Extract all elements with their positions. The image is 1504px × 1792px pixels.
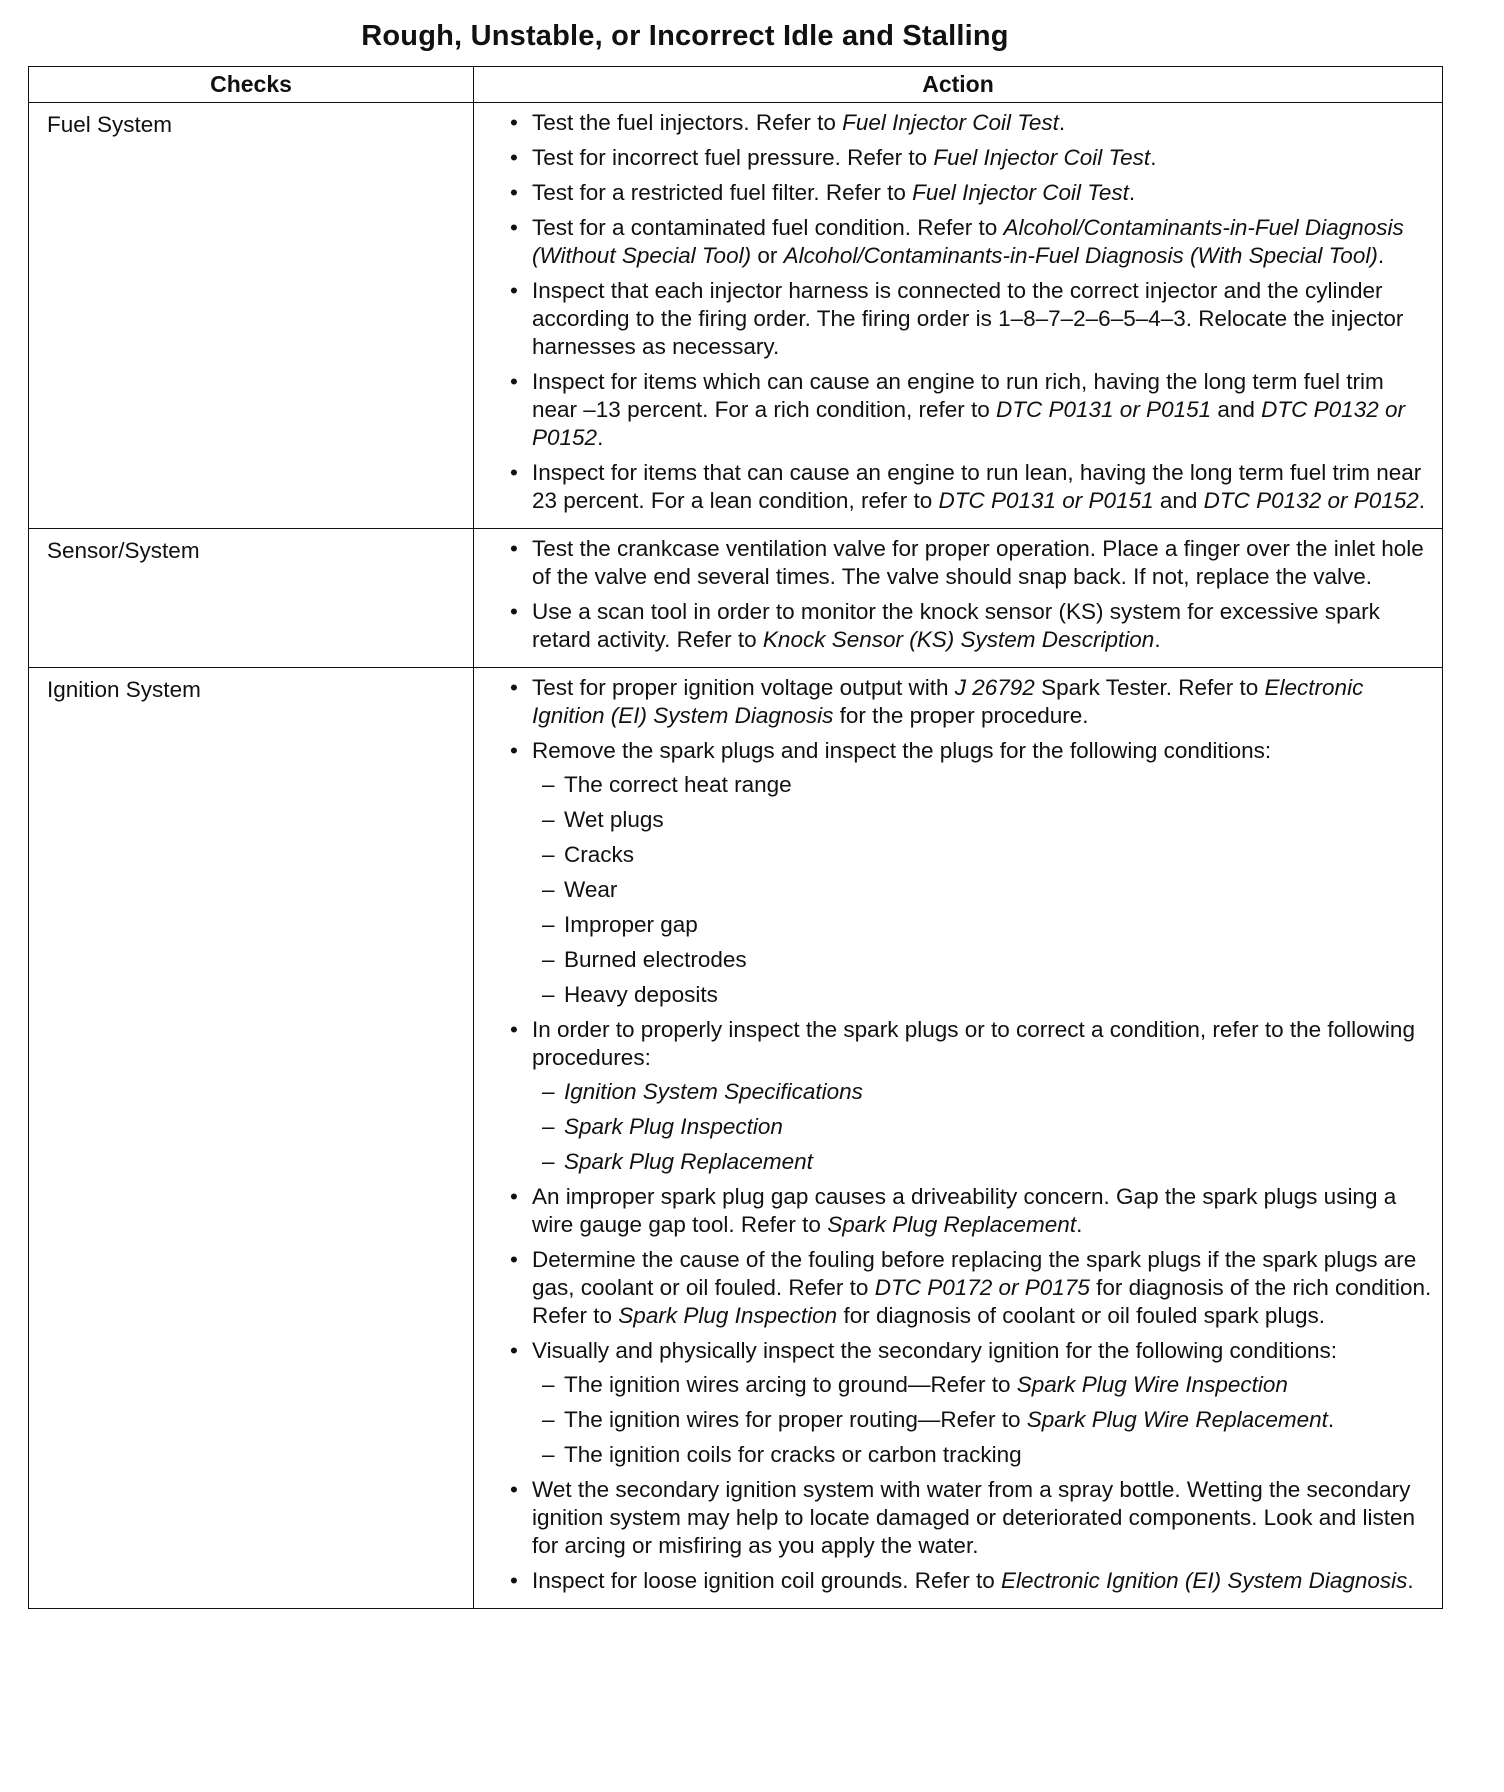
action-cell — [474, 668, 1443, 1609]
action-item: • Test the crankcase ventilation valve for proper operation. Place a finger over the inlet hole of the valve end several times. The valve should snap back. If not, replace the valve. — [510, 535, 1434, 591]
sub-item: – Improper gap — [532, 911, 1434, 939]
action-item: • Inspect for items that can cause an engine to run lean, having the long term fuel trim near 23 percent. For a lean condition, refer to DTC P0131 or P0151 and DTC P0132 or P0152. — [510, 459, 1434, 515]
page-title: Rough, Unstable, or Incorrect Idle and Stalling — [361, 20, 1009, 52]
table-row-ignition-system — [29, 668, 1443, 1609]
header-checks: Checks — [29, 67, 474, 103]
action-item: • Inspect for items which can cause an engine to run rich, having the long term fuel trim near –13 percent. For a rich condition, refer to DTC P0131 or P0151 and DTC P0132 or P0152. — [510, 368, 1434, 452]
action-item: • Wet the secondary ignition system with water from a spray bottle. Wetting the secondary ignition system may help to locate damaged or deteriorated components. Look and listen for arcing or misfiring as you apply the water. — [510, 1476, 1434, 1560]
diagnosis-table — [28, 66, 1443, 1609]
action-item: • In order to properly inspect the spark plugs or to correct a condition, refer to the following procedures: – Ignition System Specifications – Spark Plug Inspection – Spark Plug Replacement — [510, 1016, 1434, 1176]
sub-item: – The ignition wires for proper routing—Refer to Spark Plug Wire Replacement. — [532, 1406, 1434, 1434]
sub-item: – Ignition System Specifications — [532, 1078, 1434, 1106]
sub-item: – Wet plugs — [532, 806, 1434, 834]
action-item: • Inspect for loose ignition coil grounds. Refer to Electronic Ignition (EI) System Diagnosis. — [510, 1567, 1434, 1595]
check-cell: Ignition System — [29, 668, 474, 1609]
sub-item: – Spark Plug Inspection — [532, 1113, 1434, 1141]
action-item: • Inspect that each injector harness is connected to the correct injector and the cylinder according to the firing order. The firing order is 1–8–7–2–6–5–4–3. Relocate the injector harnesses as necessary. — [510, 277, 1434, 361]
action-item: • Determine the cause of the fouling before replacing the spark plugs if the spark plugs are gas, coolant or oil fouled. Refer to DTC P0172 or P0175 for diagnosis of the rich condition. Refer to Spark Plug Inspection for diagnosis of coolant or oil fouled spark plugs. — [510, 1246, 1434, 1330]
action-cell — [474, 529, 1443, 668]
action-item: • Test for a restricted fuel filter. Refer to Fuel Injector Coil Test. — [510, 179, 1434, 207]
action-item: • Visually and physically inspect the secondary ignition for the following conditions: – The ignition wires arcing to ground—Refer to Spark Plug Wire Inspection – The ignition wires for proper routing—Refer to Spark Plug Wire Replacement. – The ignition coils for cracks or carbon tracking — [510, 1337, 1434, 1469]
sub-list — [532, 1371, 1434, 1469]
action-list — [510, 674, 1434, 1595]
sub-item: – Cracks — [532, 841, 1434, 869]
action-item: • Remove the spark plugs and inspect the plugs for the following conditions: – The correct heat range – Wet plugs – Cracks – Wear – Improper gap – Burned electrodes – Heavy deposits — [510, 737, 1434, 1009]
action-item: • Use a scan tool in order to monitor the knock sensor (KS) system for excessive spark retard activity. Refer to Knock Sensor (KS) System Description. — [510, 598, 1434, 654]
action-list — [510, 535, 1434, 654]
action-item: • Test for incorrect fuel pressure. Refer to Fuel Injector Coil Test. — [510, 144, 1434, 172]
table-row-fuel-system — [29, 103, 1443, 529]
sub-item: – The correct heat range — [532, 771, 1434, 799]
check-cell: Fuel System — [29, 103, 474, 529]
action-item: • An improper spark plug gap causes a driveability concern. Gap the spark plugs using a wire gauge gap tool. Refer to Spark Plug Replacement. — [510, 1183, 1434, 1239]
sub-item: – Spark Plug Replacement — [532, 1148, 1434, 1176]
sub-item: – The ignition coils for cracks or carbon tracking — [532, 1441, 1434, 1469]
header-action: Action — [474, 67, 1443, 103]
table-header-row — [29, 67, 1443, 103]
sub-item: – Heavy deposits — [532, 981, 1434, 1009]
action-item: • Test the fuel injectors. Refer to Fuel Injector Coil Test. — [510, 109, 1434, 137]
sub-list — [532, 1078, 1434, 1176]
sub-item: – Wear — [532, 876, 1434, 904]
action-item: • Test for proper ignition voltage output with J 26792 Spark Tester. Refer to Electronic Ignition (EI) System Diagnosis for the proper procedure. — [510, 674, 1434, 730]
action-cell — [474, 103, 1443, 529]
action-list — [510, 109, 1434, 515]
sub-item: – The ignition wires arcing to ground—Refer to Spark Plug Wire Inspection — [532, 1371, 1434, 1399]
action-item: • Test for a contaminated fuel condition. Refer to Alcohol/Contaminants-in-Fuel Diagnosis (Without Special Tool) or Alcohol/Contaminants-in-Fuel Diagnosis (With Special Tool). — [510, 214, 1434, 270]
table-row-sensor-system — [29, 529, 1443, 668]
sub-list — [532, 771, 1434, 1009]
check-cell: Sensor/System — [29, 529, 474, 668]
sub-item: – Burned electrodes — [532, 946, 1434, 974]
